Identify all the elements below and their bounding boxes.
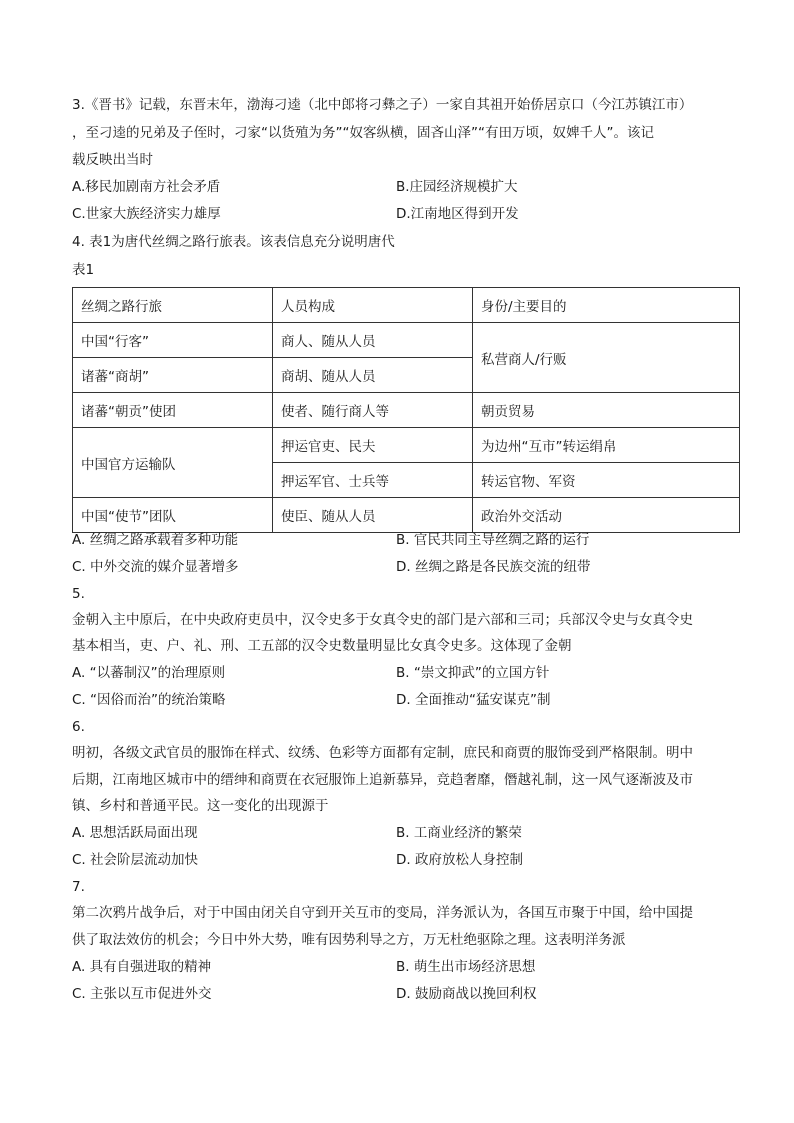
q5-stem-line-1: 金朝入主中原后，在中央政府吏员中，汉令史多于女真令史的部门是六部和三司；兵部汉令史与女真令史 [72, 612, 693, 628]
q6-stem-line-3: 镇、乡村和普通平民。这一变化的出现源于 [72, 798, 329, 814]
table-header-cell: 丝绸之路行旅 [73, 288, 273, 323]
q7-number: 7. [72, 879, 85, 895]
table-cell: 中国“使节”团队 [73, 498, 273, 533]
q6-stem-line-1: 明初，各级文武官员的服饰在样式、纹绣、色彩等方面都有定制，庶民和商贾的服饰受到严格限制。明中 [72, 745, 693, 761]
q6-option-d: D. 政府放松人身控制 [396, 852, 523, 868]
table-cell: 押运官吏、民夫 [273, 428, 473, 463]
table-row [73, 498, 740, 533]
q7-option-d: D. 鼓励商战以挽回利权 [396, 986, 537, 1002]
q5-option-a: A. “以蕃制汉”的治理原则 [72, 665, 226, 681]
q5-number: 5. [72, 586, 85, 602]
table-row [73, 393, 740, 428]
q5-option-d: D. 全面推动“猛安谋克”制 [396, 692, 551, 708]
q7-option-c: C. 主张以互市促进外交 [72, 986, 212, 1002]
q4-option-b: B. 官民共同主导丝绸之路的运行 [396, 532, 590, 548]
q6-option-a: A. 思想活跃局面出现 [72, 825, 198, 841]
table-header-row [73, 288, 740, 323]
q7-stem-line-2: 供了取法效仿的机会；今日中外大势，唯有因势利导之方，万无杜绝驱除之理。这表明洋务派 [72, 932, 626, 948]
table-row [73, 323, 740, 358]
q3-stem-line-3: 载反映出当时 [72, 152, 153, 168]
q4-stem: 4. 表1为唐代丝绸之路行旅表。该表信息充分说明唐代 [72, 234, 395, 250]
q3-option-a: A.移民加剧南方社会矛盾 [72, 179, 221, 195]
q7-option-a: A. 具有自强进取的精神 [72, 959, 212, 975]
q3-stem-line-2: ，至刁逵的兄弟及子侄时，刁家“以货殖为务”“奴客纵横，固吝山泽”“有田万顷，奴婢千人”。该记 [72, 125, 654, 141]
q3-option-d: D.江南地区得到开发 [396, 206, 519, 222]
table-cell: 政治外交活动 [473, 498, 740, 533]
q6-number: 6. [72, 719, 85, 735]
table-header-cell: 人员构成 [273, 288, 473, 323]
table-cell: 为边州“互市”转运绢帛 [473, 428, 740, 463]
q7-option-b: B. 萌生出市场经济思想 [396, 959, 536, 975]
q5-option-c: C. “因俗而治”的统治策略 [72, 692, 226, 708]
table-cell: 私营商人/行贩 [473, 323, 740, 393]
q3-option-b: B.庄园经济规模扩大 [396, 179, 518, 195]
table-row [73, 428, 740, 463]
table-cell: 中国“行客” [73, 323, 273, 358]
table-header-cell: 身份/主要目的 [473, 288, 740, 323]
table-cell: 使者、随行商人等 [273, 393, 473, 428]
table-cell: 商胡、随从人员 [273, 358, 473, 393]
q4-option-d: D. 丝绸之路是各民族交流的纽带 [396, 559, 591, 575]
table-cell: 使臣、随从人员 [273, 498, 473, 533]
table-cell: 押运军官、士兵等 [273, 463, 473, 498]
table-cell: 转运官物、军资 [473, 463, 740, 498]
silk-road-table [72, 287, 740, 533]
q5-stem-line-2: 基本相当，吏、户、礼、刑、工五部的汉令史数量明显比女真令史多。这体现了金朝 [72, 638, 572, 654]
q4-option-c: C. 中外交流的媒介显著增多 [72, 559, 239, 575]
q3-stem-line-1: 3.《晋书》记载，东晋末年，渤海刁逵（北中郎将刁彝之子）一家自其祖开始侨居京口（今江苏镇江市） [72, 97, 693, 113]
q6-option-c: C. 社会阶层流动加快 [72, 852, 199, 868]
q4-option-a: A. 丝绸之路承载着多种功能 [72, 532, 239, 548]
table-cell: 诸蕃“商胡” [73, 358, 273, 393]
table-cell: 朝贡贸易 [473, 393, 740, 428]
q7-stem-line-1: 第二次鸦片战争后，对于中国由闭关自守到开关互市的变局，洋务派认为，各国互市聚于中国，给中国提 [72, 905, 693, 921]
q6-option-b: B. 工商业经济的繁荣 [396, 825, 522, 841]
q5-option-b: B. “崇文抑武”的立国方针 [396, 665, 550, 681]
table-cell: 诸蕃“朝贡”使团 [73, 393, 273, 428]
q6-stem-line-2: 后期，江南地区城市中的缙绅和商贾在衣冠服饰上追新慕异，竞趋奢靡，僭越礼制，这一风气逐渐波及市 [72, 772, 693, 788]
q3-option-c: C.世家大族经济实力雄厚 [72, 206, 221, 222]
table-cell: 中国官方运输队 [73, 428, 273, 498]
table-cell: 商人、随从人员 [273, 323, 473, 358]
table-caption: 表1 [72, 262, 95, 278]
